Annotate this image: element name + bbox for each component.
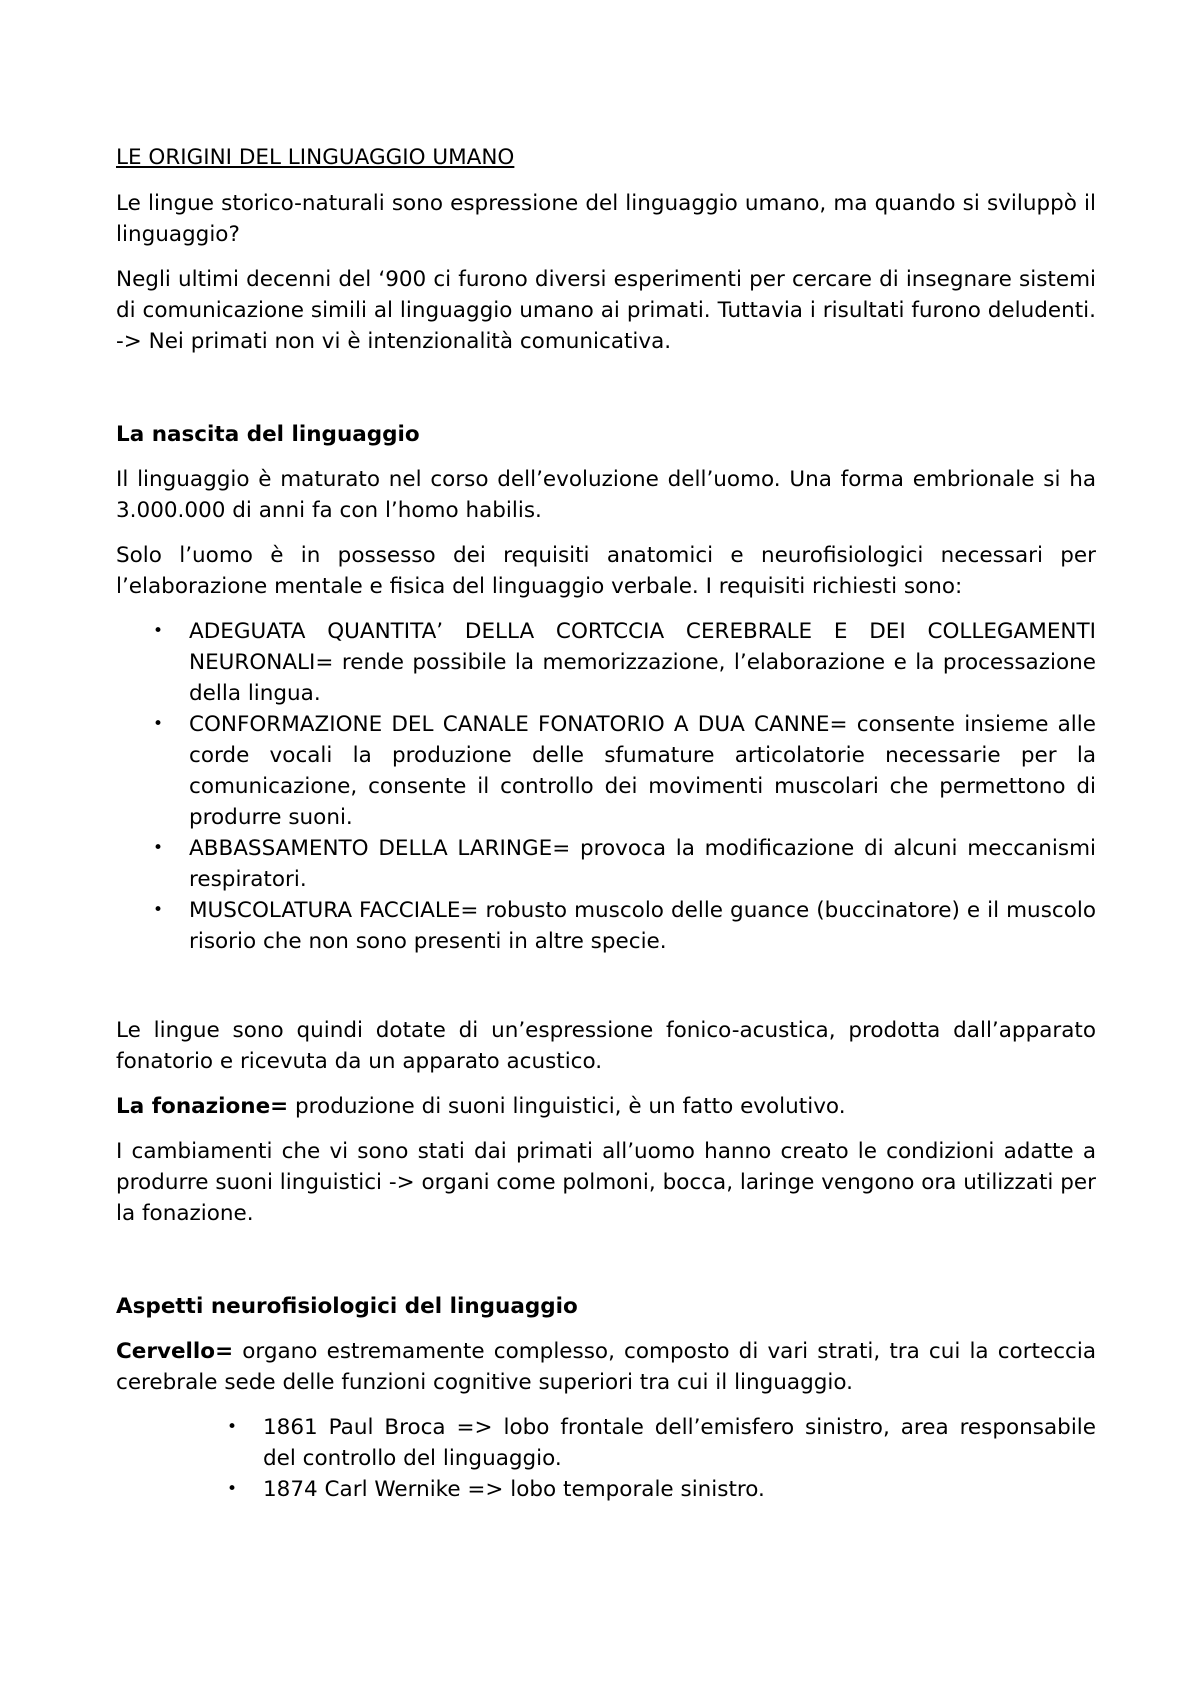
list-item-text: ADEGUATA QUANTITA’ DELLA CORTCCIA CEREBRALE E DEI COLLEGAMENTI NEURONALI= rende possibile la memorizzazione, l’elaborazione e la processazione della lingua. [189,619,1096,706]
nascita-paragraph-2: Solo l’uomo è in possesso dei requisiti anatomici e neurofisiologici necessari per l’elaborazione mentale e fisica del linguaggio verbale. I requisiti richiesti sono: [116,543,1096,599]
cambiamenti-paragraph: I cambiamenti che vi sono stati dai primati all’uomo hanno creato le condizioni adatte a produrre suoni linguistici -> organi come polmoni, bocca, laringe vengono ora utilizzati per la fonazione. [116,1139,1096,1226]
list-item [116,616,1096,709]
cervello-label: Cervello= [116,1339,234,1364]
nascita-paragraph-1: Il linguaggio è maturato nel corso dell’evoluzione dell’uomo. Una forma embrionale si ha 3.000.000 di anni fa con l’homo habilis. [116,467,1096,523]
lingue-paragraph: Le lingue sono quindi dotate di un’espressione fonico-acustica, prodotta dall’apparato fonatorio e ricevuta da un apparato acustico. [116,1018,1096,1074]
spacer [116,371,1096,419]
cervello-text: organo estremamente complesso, composto di vari strati, tra cui la corteccia cerebrale sede delle funzioni cognitive superiori tra cui il linguaggio. [116,1339,1096,1395]
document-title: LE ORIGINI DEL LINGUAGGIO UMANO [116,145,515,170]
list-item-text: 1861 Paul Broca => lobo frontale dell’emisfero sinistro, area responsabile del controllo del linguaggio. [263,1415,1096,1471]
list-item [116,895,1096,957]
bullet-icon: • [227,1479,238,1499]
intro-paragraph-2: Negli ultimi decenni del ‘900 ci furono diversi esperimenti per cercare di insegnare sistemi di comunicazione simili al linguaggio umano ai primati. Tuttavia i risultati furono deludenti. -> Nei primati non vi è intenzionalità comunicativa. [116,267,1096,354]
bullet-icon: • [227,1417,238,1437]
fonazione-label: La fonazione= [116,1094,289,1119]
list-item-text: CONFORMAZIONE DEL CANALE FONATORIO A DUA CANNE= consente insieme alle corde vocali la produzione delle sfumature articolatorie necessarie per la comunicazione, consente il controllo dei movimenti muscolari che permettono di produrre suoni. [189,712,1096,830]
fonazione-paragraph [116,1091,1096,1122]
section-heading-neuro: Aspetti neurofisiologici del linguaggio [116,1294,578,1319]
bullet-icon: • [153,900,164,920]
intro-paragraph-1: Le lingue storico-naturali sono espressione del linguaggio umano, ma quando si sviluppò il linguaggio? [116,191,1096,247]
cervello-paragraph [116,1336,1096,1398]
section-heading-nascita: La nascita del linguaggio [116,422,420,447]
list-item [116,1474,1096,1505]
fonazione-text: produzione di suoni linguistici, è un fatto evolutivo. [288,1094,846,1119]
spacer [116,1243,1096,1291]
list-item [116,833,1096,895]
bullet-icon: • [153,714,164,734]
list-item [116,1412,1096,1474]
list-item-text: MUSCOLATURA FACCIALE= robusto muscolo delle guance (buccinatore) e il muscolo risorio che non sono presenti in altre specie. [189,898,1096,954]
spacer [116,957,1096,1015]
bullet-icon: • [153,838,164,858]
requisiti-list [116,616,1096,957]
bullet-icon: • [153,621,164,641]
aree-list [116,1412,1096,1505]
list-item [116,709,1096,833]
list-item-text: ABBASSAMENTO DELLA LARINGE= provoca la modificazione di alcuni meccanismi respiratori. [189,836,1096,892]
list-item-text: 1874 Carl Wernike => lobo temporale sinistro. [263,1477,765,1502]
